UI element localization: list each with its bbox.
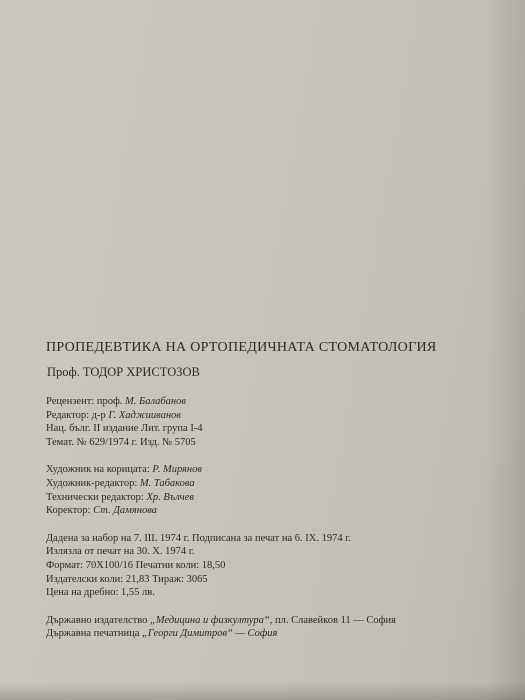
price-line: Цена на дребно: 1,55 лв. [46,587,155,599]
page-bottom-edge [0,682,525,700]
editor-label: Редактор: д-р [46,409,106,421]
publisher-line-1 [46,614,486,628]
printer-prefix: Държавна печатница [46,628,140,640]
reviewer-label: Рецензент: проф. [46,396,123,407]
publisher-info [46,614,486,641]
publisher-sheets-line: Издателски коли: 21,83 Тираж: 3065 [46,573,208,585]
classification-line: Нац. бълг. II издание Лит. група I-4 [46,423,203,435]
imprint-block [46,340,486,651]
publisher-line-2 [46,627,486,641]
publisher-prefix: Държавно издателство [46,614,148,626]
themat-line: Темат. № 629/1974 г. Изд. № 5705 [46,436,196,448]
proofreader-name: Ст. Дамянова [93,505,157,517]
printer-city: — София [235,628,278,640]
art-editor-line [46,477,486,491]
reviewer-line [46,395,486,409]
editor-name: Г. Хаджииванов [108,409,181,421]
format-line: Формат: 70Х100/16 Печатни коли: 18,50 [46,559,226,571]
cover-artist-line [46,463,486,477]
released-line: Излязла от печат на 30. X. 1974 г. [46,546,195,558]
credits-info [46,463,486,517]
tech-editor-line [46,491,486,505]
proofreader-line [46,504,486,518]
art-editor-name: М. Табакова [139,477,195,489]
publisher-name: „Медицина и физкултура“ [150,614,270,626]
cover-artist-label: Художник на корицата: [46,464,150,476]
editorial-info [46,395,486,449]
editor-line [46,409,486,423]
book-author: Проф. ТОДОР ХРИСТОЗОВ [47,365,200,379]
book-title: ПРОПЕДЕВТИКА НА ОРТОПЕДИЧНАТА СТОМАТОЛОГИЯ [46,340,437,355]
printer-name: „Георги Димитров“ [142,628,233,640]
art-editor-label: Художник-редактор: [46,477,138,489]
cover-artist-name: Р. Мирянов [152,464,202,476]
tech-editor-label: Технически редактор: [46,491,144,503]
page-shadow [485,0,525,700]
tech-editor-name: Хр. Вълчев [146,491,194,503]
typeset-line: Дадена за набор на 7. III. 1974 г. Подписана за печат на 6. IX. 1974 г. [46,532,351,544]
publisher-address: , пл. Славейков 11 — София [269,614,396,626]
print-info [46,532,486,600]
reviewer-name: М. Балабанов [125,396,186,407]
proofreader-label: Коректор: [46,505,91,517]
